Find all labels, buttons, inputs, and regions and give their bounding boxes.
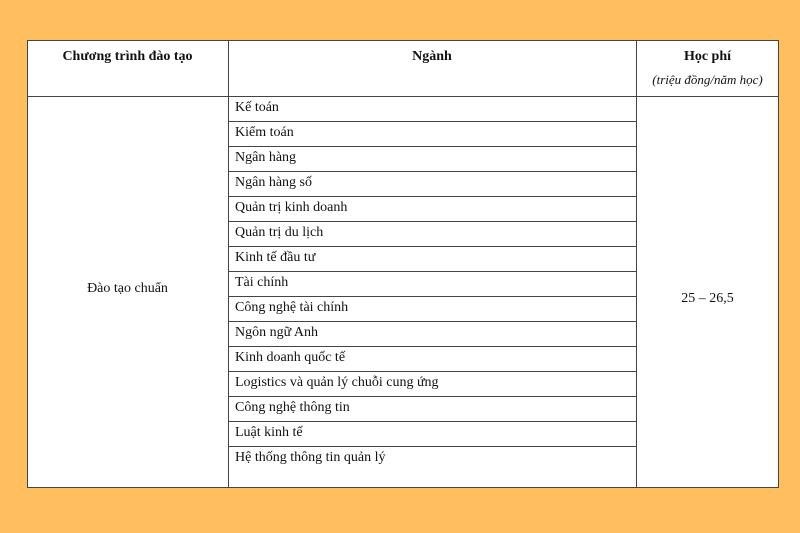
fee-cell: 25 – 26,5	[681, 291, 734, 306]
major-row-divider	[228, 446, 636, 447]
major-row-divider	[228, 146, 636, 147]
major-row-divider	[228, 246, 636, 247]
major-row: Công nghệ thông tin	[235, 400, 350, 415]
table-border-bottom	[27, 487, 779, 488]
table-border-right	[778, 40, 779, 488]
major-row: Tài chính	[235, 275, 289, 290]
major-row-divider	[228, 121, 636, 122]
major-row: Luật kinh tế	[235, 425, 303, 440]
major-row: Kế toán	[235, 100, 279, 115]
major-row-divider	[228, 221, 636, 222]
table-border-top	[27, 40, 779, 41]
header-program: Chương trình đào tạo	[62, 49, 193, 64]
major-row-divider	[228, 346, 636, 347]
header-fee-unit: (triệu đồng/năm học)	[652, 72, 763, 87]
header-divider	[27, 96, 779, 97]
header-fee: Học phí	[683, 49, 732, 64]
major-row: Quản trị du lịch	[235, 225, 324, 240]
major-row: Hệ thống thông tin quản lý	[235, 450, 386, 465]
major-row: Kinh doanh quốc tế	[235, 350, 346, 365]
major-row-divider	[228, 296, 636, 297]
major-row: Công nghệ tài chính	[235, 300, 349, 315]
tuition-table	[27, 40, 779, 488]
major-row: Logistics và quản lý chuỗi cung ứng	[235, 375, 439, 390]
major-row: Quản trị kinh doanh	[235, 200, 348, 215]
major-row: Ngôn ngữ Anh	[235, 325, 319, 340]
major-row: Kiểm toán	[235, 125, 294, 140]
major-row-divider	[228, 171, 636, 172]
table-border-left	[27, 40, 28, 488]
major-row-divider	[228, 321, 636, 322]
major-row-divider	[228, 271, 636, 272]
major-row: Ngân hàng	[235, 150, 297, 165]
major-row-divider	[228, 371, 636, 372]
column-divider-2	[636, 40, 637, 488]
major-row: Kinh tế đầu tư	[235, 250, 316, 265]
table-grid	[27, 40, 779, 488]
major-row-divider	[228, 421, 636, 422]
major-row-divider	[228, 396, 636, 397]
major-row-divider	[228, 196, 636, 197]
program-cell: Đào tạo chuẩn	[87, 281, 168, 296]
header-major: Ngành	[412, 49, 452, 64]
major-row: Ngân hàng số	[235, 175, 312, 190]
